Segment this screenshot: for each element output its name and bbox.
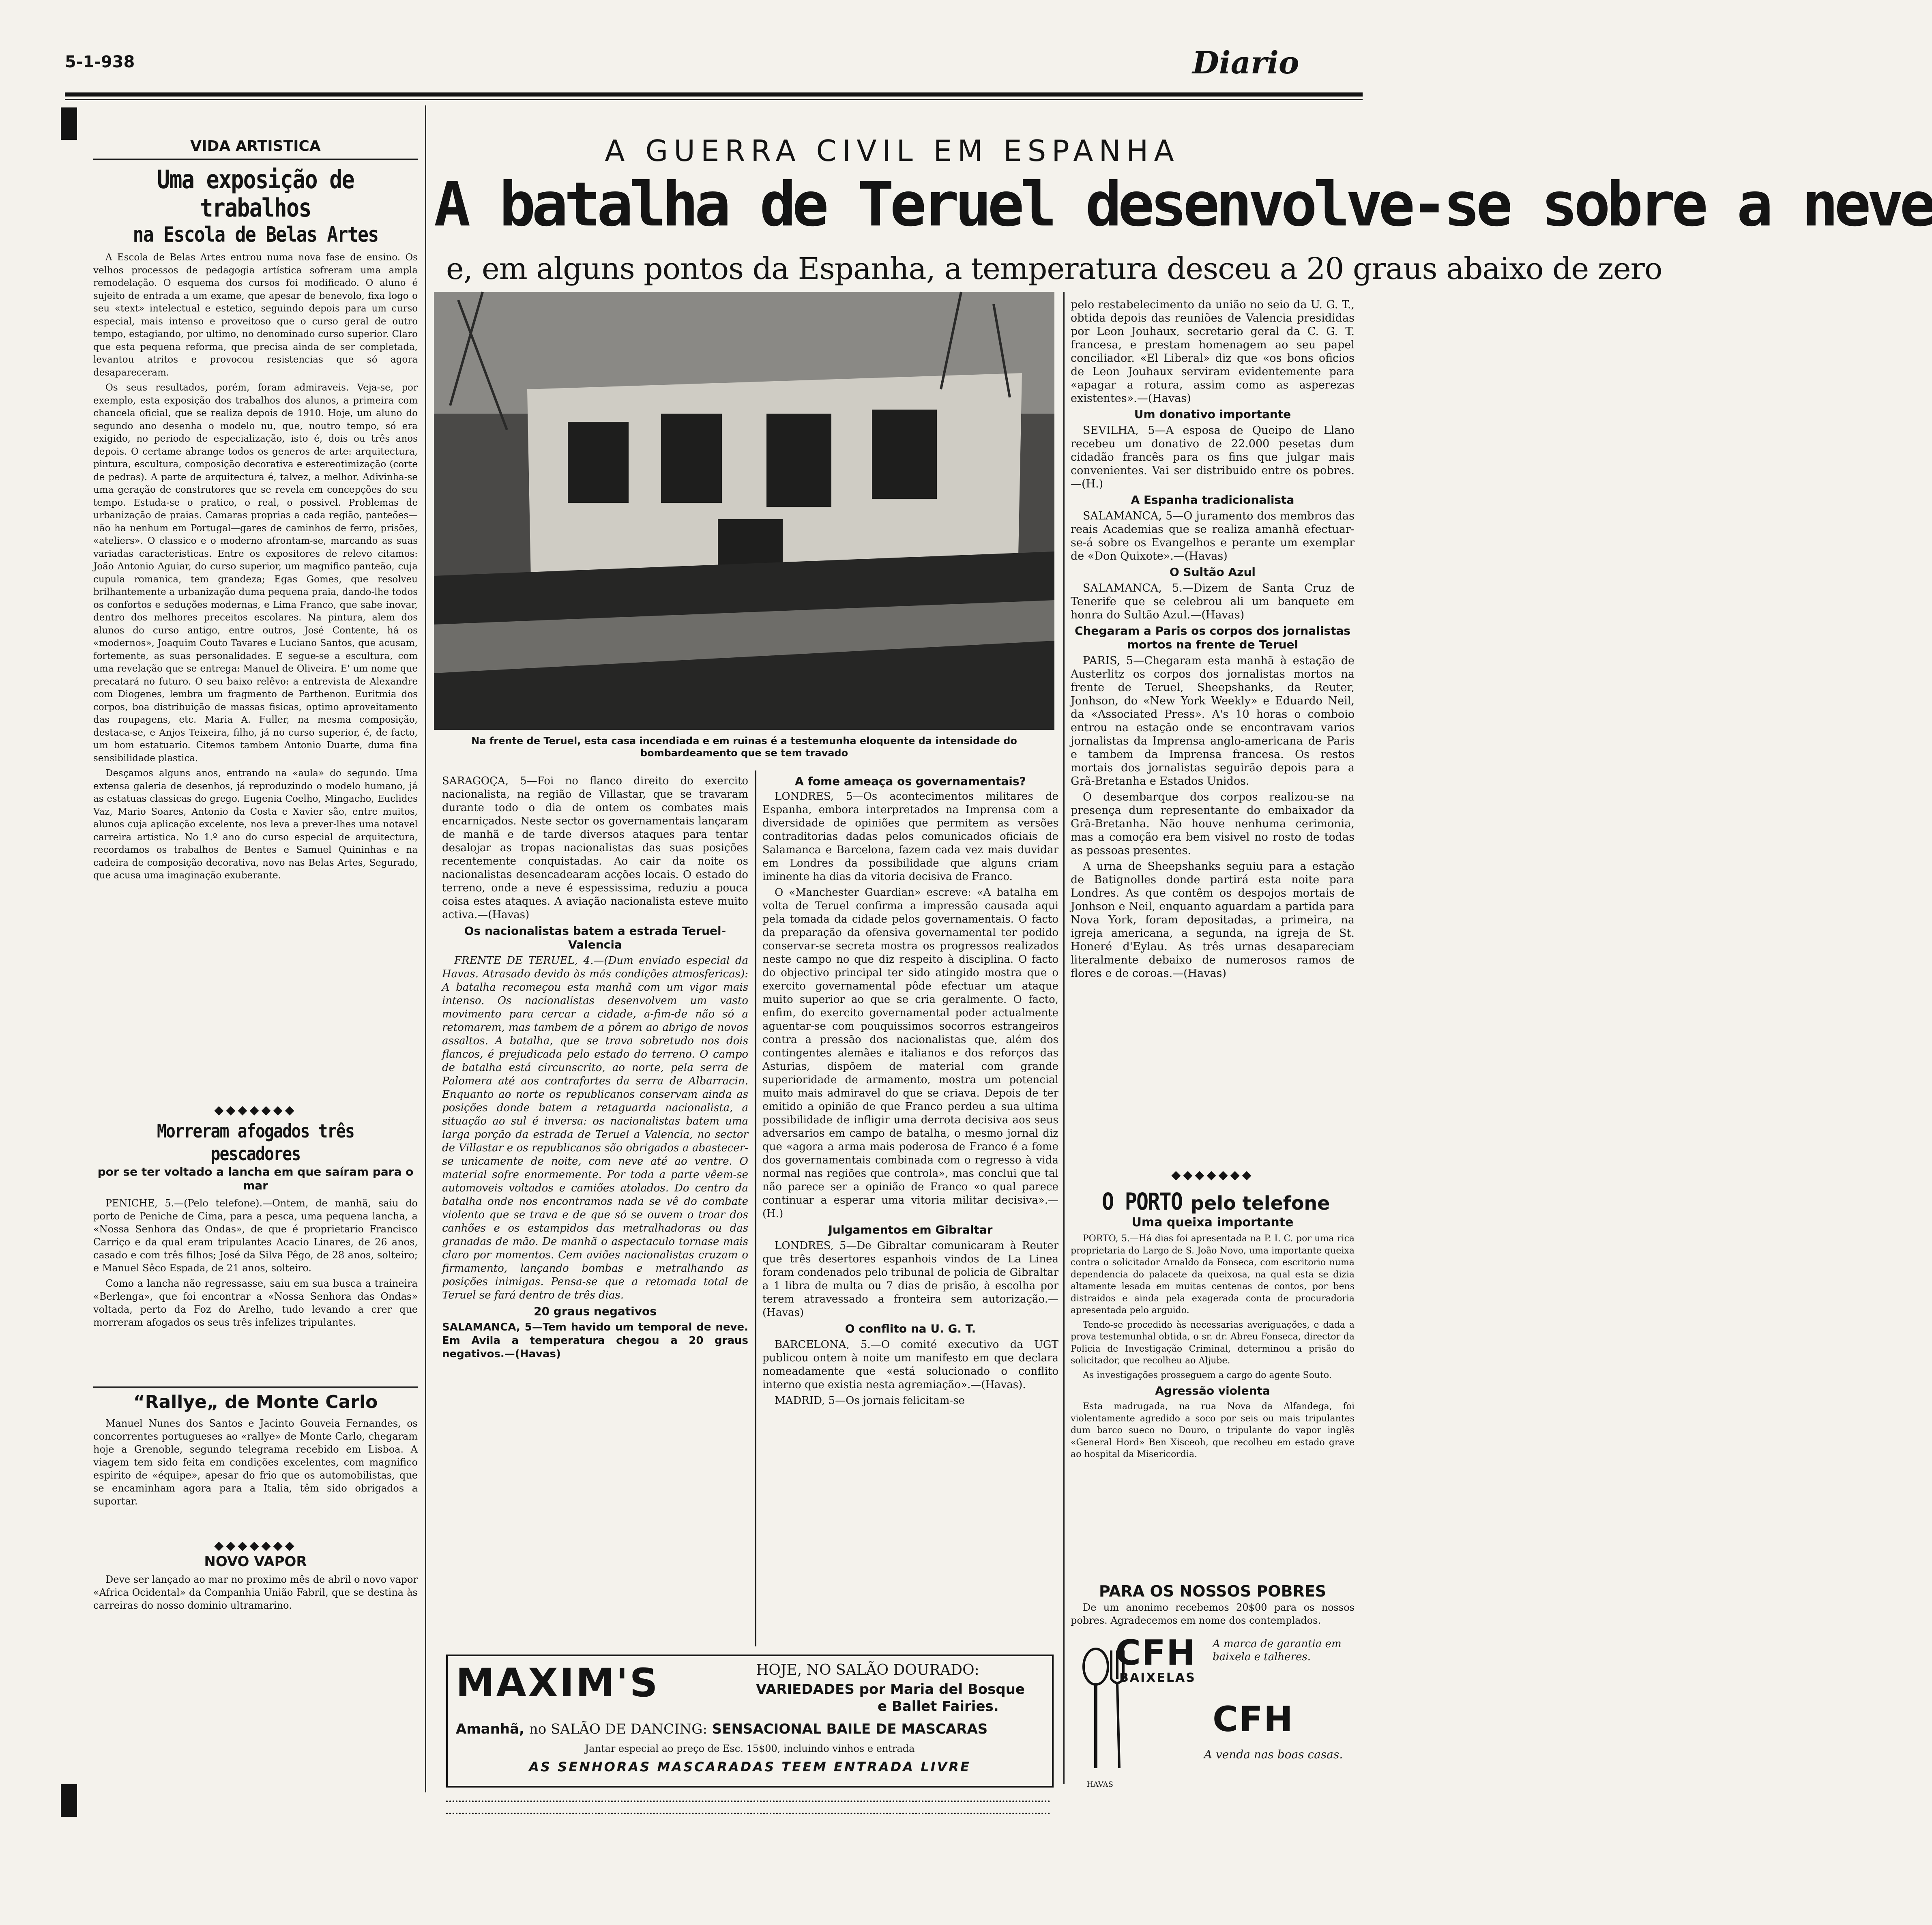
porto-title [1071,1188,1355,1215]
maxims-line4: Jantar especial ao preço de Esc. 15$00, incluindo vinhos e entrada [585,1743,915,1754]
paragraph: BARCELONA, 5.—O comité executivo da UGT publicou ontem à noite um manifesto em que declara nomeadamente que «está solucionado o conflito interno que existia nesta agremiação».—(Havas). [762,1339,1058,1391]
article-title: NOVO VAPOR [204,1554,307,1570]
paragraph: As investigações prosseguem a cargo do agente Souto. [1083,1370,1332,1380]
maxims-line5: AS SENHORAS MASCARADAS TEEM ENTRADA LIVRE [529,1759,971,1775]
paragraph: O «Manchester Guardian» escreve: «A batalha em volta de Teruel confirma a impressão causada aqui pela tomada da cidade pelos governamentais. O facto da preparação da ofensiva governamental ter podido conservar-se secreta mostra os progressos realizados neste campo no que diz respeito à disciplina. O facto do objectivo principal ter sido atingido mostra que o exercito governamental pôde efectuar um ataque muito superior ao que se cria geralmente. O facto, enfim, do exercito governamental poder actualmente aguentar-se com pouquissimos socorros estrangeiros contra a pressão dos nacionalistas que, além dos contingentes alemães e italianos e dos reforços das Asturias, dispõem de material com grande superioridade de armamento, mostra um potencial muito mais admiravel do que se criava. Depois de ter emitido a opinião de que Franco perdeu a sua ultima possibilidade de infligir uma derrota decisiva aos seus adversarios em campo de batalha, o mesmo jornal diz que «agora a arma mais poderosa de Franco é a fome dos governamentais combinada com o regresso à vida normal nas regiões que controla», mas conclui que tal não parece ser a opinião de Franco «o qual parece continuar a esperar uma vitoria militar decisiva».—(H.) [762,886,1058,1220]
cfh-brand-2: CFH [1213,1699,1294,1740]
section-rule [93,1386,418,1388]
porto-body [1071,1233,1355,1517]
ruined-house-image [434,292,1054,730]
bottom-rule [446,1813,1050,1814]
cfh-ad [1079,1630,1363,1801]
maxims-line2a: VARIEDADES por [756,1681,886,1698]
subheading: Um donativo importante [1134,408,1291,421]
maxims-line3 [456,1721,987,1737]
maxims-line3c: SENSACIONAL BAILE DE MASCARAS [712,1721,988,1737]
paragraph: Manuel Nunes dos Santos e Jacinto Gouveia Fernandes, os concorrentes portugueses ao «rallye» de Monte Carlo, chegaram hoje a Grenoble, segundo telegrama recebido em Lisboa. A viagem tem sido feita em condições excelentes, com magnifico espirito de «équipe», apesar do frio que os automobilistas, que se encaminham agora para a Italia, têm sido obrigados a suportar. [93,1418,418,1507]
separator-dots: ◆◆◆◆◆◆◆ [1171,1168,1254,1182]
maxims-line3b: no SALÃO DE DANCING: [529,1721,707,1737]
paragraph: PARIS, 5—Chegaram esta manhã à estação de Austerlitz os corpos dos jornalistas mortos na frente de Teruel, Sheepshanks, da Reuter, Jonhson, do «New York Weekly» e Eduardo Neil, da «Associated Press». A's 10 horas o comboio entrou na estação onde se encontravam varios jornalistas da Imprensa anglo-americana de Paris e tambem da Imprensa francesa. Os restos mortais dos jornalistas seguirão depois para a Grã-Bretanha e Estados Unidos. [1071,655,1355,788]
paragraph: PENICHE, 5.—(Pelo telefone).—Ontem, de manhã, saiu do porto de Peniche de Cima, para a pesca, uma pequena lancha, a «Nossa Senhora das Ondas», de que é proprietario Francisco Carriço e da qual eram tripulantes Acacio Linares, de 26 anos, casado e com três filhos; José da Silva Pêgo, de 28 anos, solteiro; e Manuel Sêco Espada, de 21 anos, solteiro. [93,1197,418,1274]
maxims-line1: HOJE, NO SALÃO DOURADO: [756,1662,979,1678]
paragraph: Desçamos alguns anos, entrando na «aula» do segundo. Uma extensa galeria de desenhos, já reproduzindo o modelo humano, já as estatuas classicas do grego. Eugenia Coelho, Mingacho, Euclides Vaz, Mario Soares, Antonio da Costa e Xavier são, entre muitos, alunos cuja aplicação excelente, nos leva a prever-lhes uma notavel carreira artistica. No 1.º ano do curso especial de arquitectura, recordamos os trabalhos de Bentes e Samuel Quininhas e na cadeira de composição decorativa, novo nas Belas Artes, Segurado, que acusa uma imaginação exuberante. [93,768,418,881]
left-column [93,138,418,1630]
paragraph: A urna de Sheepshanks seguiu para a estação de Batignolles donde partirá esta noite para Londres. As que contêm os despojos mortais de Jonhson e Neil, enquanto aguardam a partida para Nova York, foram depositadas, a primeira, na igreja americana, a segunda, na igreja de St. Honeré d'Eylau. As três urnas desapareciam literalmente debaixo de numerosos ramos de flores e de coroas.—(Havas) [1071,860,1355,980]
article-title: Morreram afogados três pescadores [157,1120,354,1165]
column-divider [755,770,756,1646]
subheading: Agressão violenta [1155,1384,1270,1397]
masthead: Diario [1192,45,1299,81]
cfh-credit: HAVAS [1087,1780,1113,1789]
paragraph: Deve ser lançado ao mar no proximo mês de abril o novo vapor «Africa Ocidental» da Companhia União Fabril, que se destina às carreiras do nosso dominio ultramarino. [93,1574,418,1611]
section-label: VIDA ARTISTICA [190,138,321,155]
column-divider [425,105,426,1792]
article-body [93,251,418,1103]
war-column-c [1071,298,1355,1150]
war-column-b [762,775,1058,1646]
maxims-line2b: Maria del Bosque [890,1681,1025,1698]
paragraph: Tendo-se procedido às necessarias averiguações, e dada a prova testemunhal obtida, o sr. dr. Abreu Fonseca, director da Policia de Investigação Criminal, determinou a prisão do solicitador, que recolheu ao Aljube. [1071,1320,1355,1366]
porto-title-rest: pelo telefone [1191,1192,1330,1214]
paragraph: Como a lancha não regressasse, saiu em sua busca a traineira «Berlenga», que foi encontrar a «Nossa Senhora das Ondas» voltada, perto da Foz do Arelho, tudo levando a crer que morreram afogados os seus três infelizes tripulantes. [93,1278,418,1328]
pobres-title: PARA OS NOSSOS POBRES [1099,1582,1327,1600]
subheading: O Sultão Azul [1169,565,1256,579]
subheading: 20 graus negativos [534,1305,657,1318]
maxims-line3a: Amanhã, [456,1721,524,1737]
subheading: A fome ameaça os governamentais? [795,775,1026,788]
header-rule [65,92,1363,97]
cfh-brand: CFH [1115,1633,1196,1673]
article-subtitle: por se ter voltado a lancha em que saíram para o mar [97,1165,414,1192]
article-title: “Rallye„ de Monte Carlo [133,1392,378,1412]
paragraph: De um anonimo recebemos 20$00 para os nossos pobres. Agradecemos em nome dos contemplados. [1071,1602,1355,1626]
main-subheadline: e, em alguns pontos da Espanha, a temperatura desceu a 20 graus abaixo de zero [446,251,1662,286]
paragraph: SALAMANCA, 5.—Dizem de Santa Cruz de Tenerife que se celebrou ali um banquete em honra do Sultão Azul.—(Havas) [1071,582,1355,621]
bottom-rule [446,1801,1050,1810]
subheading: Chegaram a Paris os corpos dos jornalistas mortos na frente de Teruel [1074,624,1351,651]
maxims-line2 [756,1681,1025,1698]
fork-spoon-icon [1079,1646,1127,1776]
subheading: A Espanha tradicionalista [1131,493,1294,506]
photo-caption: Na frente de Teruel, esta casa incendiada e em ruinas é a testemunha eloquente da intensidade do bombardeamento que se tem travado [471,735,1017,759]
paragraph: SEVILHA, 5—A esposa de Queipo de Llano recebeu um donativo de 22.000 pesetas dum cidadão francês para os fins que julgar mais convenientes. Vai ser distribuido entre os pobres.—(H.) [1071,424,1355,490]
separator-dots: ◆◆◆◆◆◆◆ [214,1539,297,1553]
paragraph: SARAGOÇA, 5—Foi no flanco direito do exercito nacionalista, na região de Villastar, que se travaram durante todo o dia de ontem os combates mais encarniçados. Neste sector os governamentais lançaram de manhã e de tarde diversos ataques para tentar desalojar as tropas nacionalistas das suas posições recentemente conquistadas. Ao cair da noite os nacionalistas desencadearam acções locais. O estado do terreno, onde a neve é espessissima, reduziu a pouca coisa estes ataques. A aviação nacionalista esteve muito activa.—(Havas) [442,775,748,921]
edge-marker-bottom [61,1784,77,1817]
maxims-ad [446,1655,1054,1788]
separator-dots: ◆◆◆◆◆◆◆ [214,1103,297,1117]
paragraph: FRENTE DE TERUEL, 4.—(Dum enviado especial da Havas. Atrasado devido às más condições atmosfericas): A batalha recomeçou esta manhã com um vigor mais intenso. Os nacionalistas desenvolvem um vasto movimento para cercar a cidade, a-fim-de não só a retomarem, mas tambem de a pôrem ao abrigo de novos assaltos. A batalha, que se trava sobretudo nos dois flancos, é prejudicada pelo estado do terreno. O campo de batalha está circunscrito, ao norte, pela serra de Palomera até aos contrafortes da serra de Albarracin. Enquanto ao norte os republicanos conservam ainda as posições donde batem a retaguarda nacionalista, a situação ao sul é inversa: os nacionalistas batem uma larga porção da estrada de Teruel a Valencia, no sector de Villastar e os republicanos são obrigados a abastecer-se unicamente de noite, com neve até ao ventre. O material sofre enormemente. Por toda a parte vêem-se automoveis voltados e camiões atolados. Do centro da batalha onde nos encontramos nada se vê do combate violento que se trava e de que só se ouvem o troar dos canhões e os estampidos das metralhadoras ou das granadas de mão. De manhã o aspectaculo tornase mais claro por momentos. Cem aviões nacionalistas cruzam o firmamento, lançando bombas e metralhando as posições inimigas. Pensa-se que a retomada total de Teruel se fará dentro de três dias. [442,955,748,1301]
article-title: Uma exposição de trabalhos [157,165,354,223]
subheading: Uma queixa importante [1131,1215,1294,1230]
porto-title-bold: O PORTO [1101,1188,1182,1215]
main-headline: A batalha de Teruel desenvolve-se sobre a neve [434,170,1932,240]
column-divider [1063,292,1065,1784]
paragraph: MADRID, 5—Os jornais felicitam-se [775,1395,965,1407]
edge-marker-top [61,107,77,140]
article-body [93,1197,418,1383]
porto-section [1071,1188,1355,1517]
subheading: Julgamentos em Gibraltar [828,1223,993,1236]
kicker: A GUERRA CIVIL EM ESPANHA [605,134,1180,168]
article-title-line2: na Escola de Belas Artes [133,223,378,247]
maxims-brand: MAXIM'S [456,1660,659,1706]
paragraph: SALAMANCA, 5—Tem havido um temporal de neve. Em Avila a temperatura chegou a 20 graus negativos.—(Havas) [442,1321,748,1360]
header-rule-thin [65,99,1363,100]
article-body [93,1417,418,1539]
paragraph: SALAMANCA, 5—O juramento dos membros das reais Academias que se realiza amanhã efectuar-se-á sobre os Evangelhos e perante um exemplar de «Don Quixote».—(Havas) [1071,510,1355,562]
section-rule [93,159,418,160]
news-photo [434,292,1054,730]
cfh-label: BAIXELAS [1119,1671,1196,1685]
paragraph: Esta madrugada, na rua Nova da Alfandega, foi violentamente agredido a soco por seis ou mais tripulantes dum barco sueco no Douro, o tripulante do vapor inglês «General Hord» Ben Xisceoh, que recolheu em estado grave ao hospital da Misericordia. [1071,1401,1355,1459]
article-body [93,1573,418,1630]
issue-date: 5-1-938 [65,53,135,71]
paragraph: O desembarque dos corpos realizou-se na presença dum representante do embaixador da Grã-Bretanha. Não houve nenhuma cerimonia, mas a comoção era bem visivel no rosto de todas as pessoas presentes. [1071,791,1355,857]
paragraph: LONDRES, 5—De Gibraltar comunicaram à Reuter que três desertores espanhois vindos de La Linea foram condenados pelo tribunal de policia de Gibraltar a 1 libra de multa ou 7 dias de prisão, à escolha por terem atravessado a fronteira sem autorização.—(Havas) [762,1240,1058,1319]
maxims-line2c: e Ballet Fairies. [878,1698,999,1715]
paragraph: pelo restabelecimento da união no seio da U. G. T., obtida depois das reuniões de Valencia presididas por Leon Jouhaux, secretario geral da C. G. T. francesa, e prestam homenagem ao seu papel conciliador. «El Liberal» diz que «os bons oficios de Leon Jouhaux serviram evidentemente para «apagar a rotura, assim como as asperezas existentes».—(Havas) [1071,298,1355,405]
subheading: Os nacionalistas batem a estrada Teruel-Valencia [464,924,726,951]
cfh-tagline: A marca de garantia em baixela e talheres. [1213,1638,1342,1663]
cfh-tagline-2: A venda nas boas casas. [1204,1748,1343,1761]
paragraph: A Escola de Belas Artes entrou numa nova fase de ensino. Os velhos processos de pedagogia artística sofreram uma ampla remodelação. O esquema dos cursos foi modificado. O aluno é sujeito de entrada a um exame, que apesar de benevolo, fixa logo o seu «text» intelectual e estetico, seguindo depois para um curso especial, mais intenso e proveitoso que o curso geral de outro tempo, estagiando, por ultimo, no denominado curso superior. Claro que esta pequena reforma, que precisa ainda de ser completada, levantou atritos e provocou resistencias que só agora desapareceram. [93,252,418,378]
subheading: O conflito na U. G. T. [845,1322,976,1335]
war-column-a [442,775,748,1646]
paragraph: PORTO, 5.—Há dias foi apresentada na P. I. C. por uma rica proprietaria do Largo de S. João Novo, uma importante queixa contra o solicitador Arnaldo da Fonseca, com escritorio numa dependencia do palacete da queixosa, na qual esta se dizia altamente lesada em muitas centenas de contos, por bens distraidos e ainda pela exagerada conta de procuradoria apresentada pelo arguido. [1071,1234,1355,1316]
paragraph: Os seus resultados, porém, foram admiraveis. Veja-se, por exemplo, esta exposição dos trabalhos dos alunos, a primeira com chancela oficial, que se realiza depois de 1910. Hoje, um aluno do segundo ano desenha o modelo nu, que, noutro tempo, só era exigido, no periodo de especialização, isto é, dois ou três anos depois. O certame abrange todos os generos de arte: arquitectura, pintura, escultura, composição decorativa e estereotimização (corte de pedras). A parte de arquitectura é, talvez, a melhor. Adivinha-se uma geração de construtores que se revela em concepções do seu tempo. Estuda-se o pratico, o real, o possivel. Problemas de urbanização de praias. Camaras proprias a cada região, panteões—não ha nenhum em Portugal—gares de caminhos de ferro, prisões, «ateliers». O classico e o moderno afrontam-se, marcando as suas variadas caracteristicas. Entre os expositores de relevo citamos: João Antonio Aguiar, do curso superior, um magnifico panteão, cuja cupula romanica, tem grandeza; Egas Gomes, que resolveu brilhantemente a urbanização duma pequena praia, dando-lhe todos os confortos e seduções modernas, e Lima Franco, que sabe inovar, dentro dos melhores preceitos escolares. Na pintura, alem dos alunos do curso antigo, entre outros, José Contente, há os «modernos», Joaquim Couto Tavares e Luciano Santos, que acusam, fortemente, as suas personalidades. E segue-se a escultura, com uma revelação que se entrega: Manuel de Oliveira. E' um nome que precatará no futuro. O seu baixo relêvo: a entrevista de Alexandre com Diogenes, lembra um fragmento de Parthenon. Euritmia dos corpos, boa distribuição de massas fisicas, optimo aproveitamento das roupagens, etc. Maria A. Fuller, na mesma composição, destaca-se, e Anjos Teixeira, filho, já no curso superior, é, de facto, um bom estatuario. Citemos tambem Antonio Duarte, duma fina sensibilidade plastica. [93,382,418,764]
paragraph: LONDRES, 5—Os acontecimentos militares de Espanha, embora interpretados na Imprensa com a diversidade de opiniões que permitem as versões contraditorias dadas pelos comunicados oficiais de Salamanca e Barcelona, fazem cada vez mais duvidar em Londres da possibilidade que alguns criam iminente ha dias da vitoria decisiva de Franco. [762,790,1058,883]
